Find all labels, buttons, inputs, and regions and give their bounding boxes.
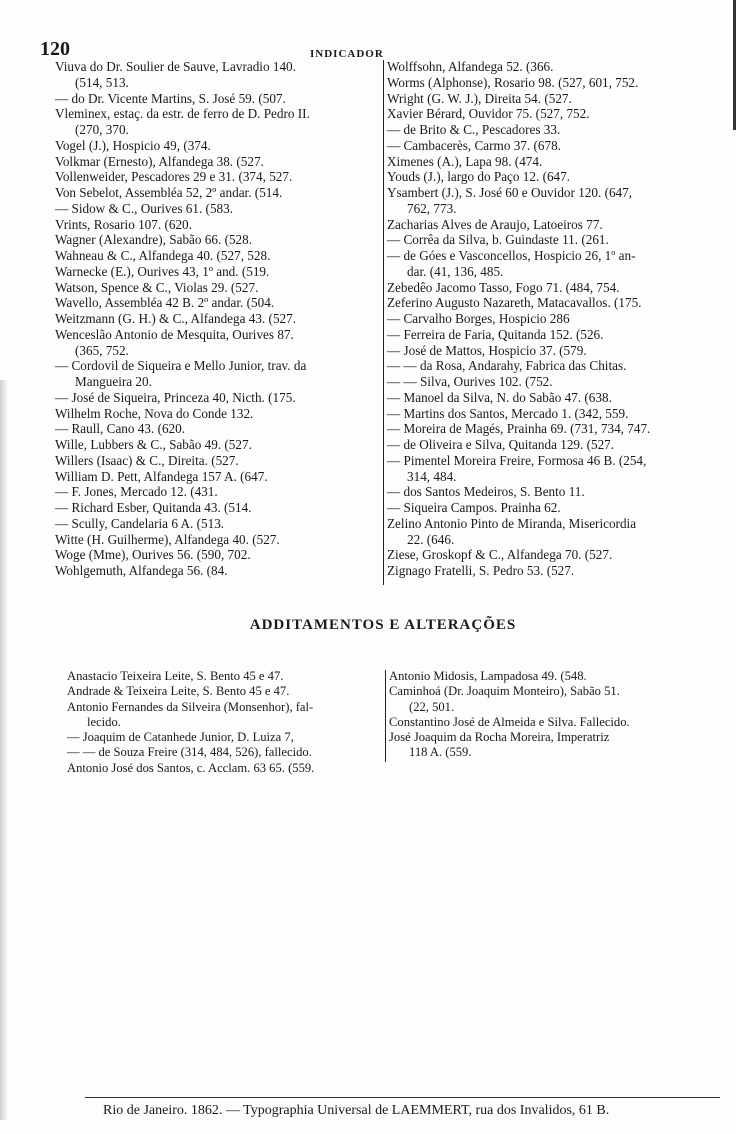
- directory-entry-line: — do Dr. Vicente Martins, S. José 59. (507.: [55, 90, 286, 106]
- directory-entry-line: — Corrêa da Silva, b. Guindaste 11. (261.: [387, 232, 609, 248]
- directory-entry-line: — Carvalho Borges, Hospicio 286: [387, 311, 570, 326]
- directory-entry-line: Wenceslão Antonio de Mesquita, Ourives 87.: [55, 326, 294, 342]
- directory-entry-line: 22. (646.: [407, 531, 455, 547]
- directory-entry-line: Andrade & Teixeira Leite, S. Bento 45 e 47.: [67, 684, 290, 699]
- directory-entry-line: Von Sebelot, Assembléa 52, 2º andar. (514.: [55, 185, 283, 200]
- directory-entry-line: Xavier Bérard, Ouvidor 75. (527, 752.: [387, 106, 590, 122]
- directory-entry-line: lecido.: [87, 714, 121, 729]
- directory-entry-line: Wahneau & C., Alfandega 40. (527, 528.: [55, 248, 271, 263]
- directory-entry-line: Constantino José de Almeida e Silva. Fallecido.: [389, 714, 630, 729]
- directory-entry-line: Ximenes (A.), Lapa 98. (474.: [387, 153, 543, 169]
- directory-entry-line: — Joaquim de Catanhede Junior, D. Luiza 7,: [67, 730, 294, 745]
- directory-entry-line: 762, 773.: [407, 200, 457, 216]
- directory-entry-line: — Martins dos Santos, Mercado 1. (342, 559.: [387, 405, 629, 421]
- directory-entry-line: Wohlgemuth, Alfandega 56. (84.: [55, 563, 228, 578]
- directory-entry-line: Mangueira 20.: [75, 374, 152, 389]
- directory-entry-line: Wolffsohn, Alfandega 52. (366.: [387, 59, 554, 74]
- directory-entry-line: — José de Mattos, Hospicio 37. (579.: [387, 342, 587, 358]
- directory-entry-line: Antonio Fernandes da Silveira (Monsenhor), fal-: [67, 699, 314, 714]
- directory-entry-line: Weitzmann (G. H.) & C., Alfandega 43. (527.: [55, 311, 297, 326]
- directory-entry-line: — Moreira de Magés, Prainha 69. (731, 734, 747.: [387, 421, 651, 437]
- directory-entry-line: Zignago Fratelli, S. Pedro 53. (527.: [387, 563, 575, 578]
- directory-entry-line: — Sidow & C., Ourives 61. (583.: [55, 200, 234, 216]
- directory-entry-line: — Richard Esber, Quitanda 43. (514.: [55, 500, 252, 515]
- directory-entry-line: Wille, Lubbers & C., Sabão 49. (527.: [55, 437, 252, 452]
- directory-entry-line: — de Góes e Vasconcellos, Hospicio 26, 1º an-: [387, 248, 636, 263]
- directory-entry-line: — de Oliveira e Silva, Quitanda 129. (527.: [387, 437, 615, 452]
- directory-entry-line: — Scully, Candelaria 6 A. (513.: [55, 515, 225, 531]
- right-column: [387, 59, 732, 579]
- addenda-column-divider: [385, 670, 386, 762]
- directory-entry-line: Willers (Isaac) & C., Direita. (527.: [55, 452, 239, 468]
- directory-entry-line: Antonio José dos Santos, c. Acclam. 63 65. (559.: [67, 760, 315, 775]
- page-edge-shadow: [0, 380, 8, 1120]
- directory-entry-line: Worms (Alphonse), Rosario 98. (527, 601, 752.: [387, 74, 639, 90]
- directory-entry-line: — dos Santos Medeiros, S. Bento 11.: [387, 484, 585, 500]
- directory-entry-line: — F. Jones, Mercado 12. (431.: [55, 484, 218, 500]
- footer-rule: [85, 1097, 720, 1098]
- page-number: 120: [40, 38, 70, 60]
- directory-entry-line: Anastacio Teixeira Leite, S. Bento 45 e 47.: [67, 669, 284, 683]
- directory-entry-line: (514, 513.: [75, 74, 129, 90]
- directory-entry-line: — Ferreira de Faria, Quitanda 152. (526.: [387, 326, 604, 342]
- directory-entry-line: Youds (J.), largo do Paço 12. (647.: [387, 169, 571, 185]
- directory-entry-line: — Cordovil de Siqueira e Mello Junior, trav. da: [55, 358, 307, 374]
- directory-entry-line: William D. Pett, Alfandega 157 A. (647.: [55, 468, 268, 484]
- directory-entry-line: — de Brito & C., Pescadores 33.: [387, 122, 561, 137]
- column-divider: [383, 60, 384, 585]
- directory-entry-line: Caminhoá (Dr. Joaquim Monteiro), Sabão 51.: [389, 684, 620, 699]
- directory-entry-line: — Cambacerès, Carmo 37. (678.: [387, 137, 561, 153]
- addenda-title: ADDITAMENTOS E ALTERAÇÕES: [249, 617, 517, 633]
- directory-entry-line: 314, 484.: [407, 468, 457, 484]
- directory-entry-line: Wagner (Alexandre), Sabão 66. (528.: [55, 232, 253, 248]
- directory-entry-line: Witte (H. Guilherme), Alfandega 40. (527.: [55, 531, 280, 547]
- directory-entry-line: — — de Souza Freire (314, 484, 526), fallecido.: [67, 745, 312, 760]
- directory-entry-line: — Raull, Cano 43. (620.: [55, 421, 186, 437]
- directory-entry-line: Ziese, Groskopf & C., Alfandega 70. (527.: [387, 547, 613, 563]
- directory-entry-line: Zacharias Alves de Araujo, Latoeiros 77.: [387, 216, 603, 232]
- directory-entry-line: Vleminex, estaç. da estr. de ferro de D. Pedro II.: [55, 106, 310, 122]
- directory-entry-line: dar. (41, 136, 485.: [407, 263, 504, 279]
- running-title: INDICADOR: [310, 48, 384, 60]
- directory-entry-line: Zelino Antonio Pinto de Miranda, Misericordia: [387, 515, 637, 531]
- imprint-footer: Rio de Janeiro. 1862. — Typographia Universal de LAEMMERT, rua dos Invalidos, 61 B.: [103, 1103, 610, 1118]
- directory-entry-line: (270, 370.: [75, 122, 129, 137]
- directory-entry-line: Vollenweider, Pescadores 29 e 31. (374, 527.: [55, 169, 293, 185]
- directory-entry-line: — Pimentel Moreira Freire, Formosa 46 B. (254,: [387, 452, 647, 468]
- directory-entry-line: (22, 501.: [409, 699, 455, 714]
- directory-entry-line: Wilhelm Roche, Nova do Conde 132.: [55, 405, 254, 421]
- directory-entry-line: Zebedêo Jacomo Tasso, Fogo 71. (484, 754.: [387, 279, 620, 295]
- directory-entry-line: — Siqueira Campos. Prainha 62.: [387, 500, 561, 515]
- directory-entry-line: (365, 752.: [75, 342, 129, 358]
- directory-entry-line: Woge (Mme), Ourives 56. (590, 702.: [55, 547, 251, 563]
- directory-entry-line: Viuva do Dr. Soulier de Sauve, Lavradio 140.: [55, 59, 296, 74]
- directory-entry-line: Vogel (J.), Hospicio 49, (374.: [55, 137, 211, 153]
- addenda-left-column: [67, 669, 382, 776]
- directory-entry-line: Antonio Midosis, Lampadosa 49. (548.: [389, 669, 587, 683]
- directory-entry-line: — Manoel da Silva, N. do Sabão 47. (638.: [387, 389, 612, 405]
- directory-entry-line: Watson, Spence & C., Violas 29. (527.: [55, 279, 259, 295]
- directory-entry-line: Wavello, Assembléa 42 B. 2º andar. (504.: [55, 295, 275, 311]
- directory-entry-line: Vrints, Rosario 107. (620.: [55, 216, 192, 232]
- directory-entry-line: Volkmar (Ernesto), Alfandega 38. (527.: [55, 153, 264, 169]
- directory-entry-line: — José de Siqueira, Princeza 40, Nicth. (175.: [55, 389, 296, 405]
- directory-entry-line: — — da Rosa, Andarahy, Fabrica das Chitas.: [387, 358, 627, 374]
- directory-entry-line: 118 A. (559.: [409, 745, 472, 760]
- directory-entry-line: — — Silva, Ourives 102. (752.: [387, 374, 553, 389]
- directory-entry-line: Zeferino Augusto Nazareth, Matacavallos. (175.: [387, 295, 642, 311]
- directory-entry-line: José Joaquim da Rocha Moreira, Imperatriz: [389, 730, 610, 745]
- left-column: [55, 59, 380, 579]
- addenda-right-column: [389, 669, 734, 761]
- directory-entry-line: Wright (G. W. J.), Direita 54. (527.: [387, 90, 572, 106]
- directory-entry-line: Warnecke (E.), Ourives 43, 1º and. (519.: [55, 263, 270, 279]
- directory-entry-line: Ysambert (J.), S. José 60 e Ouvidor 120. (647,: [387, 185, 633, 200]
